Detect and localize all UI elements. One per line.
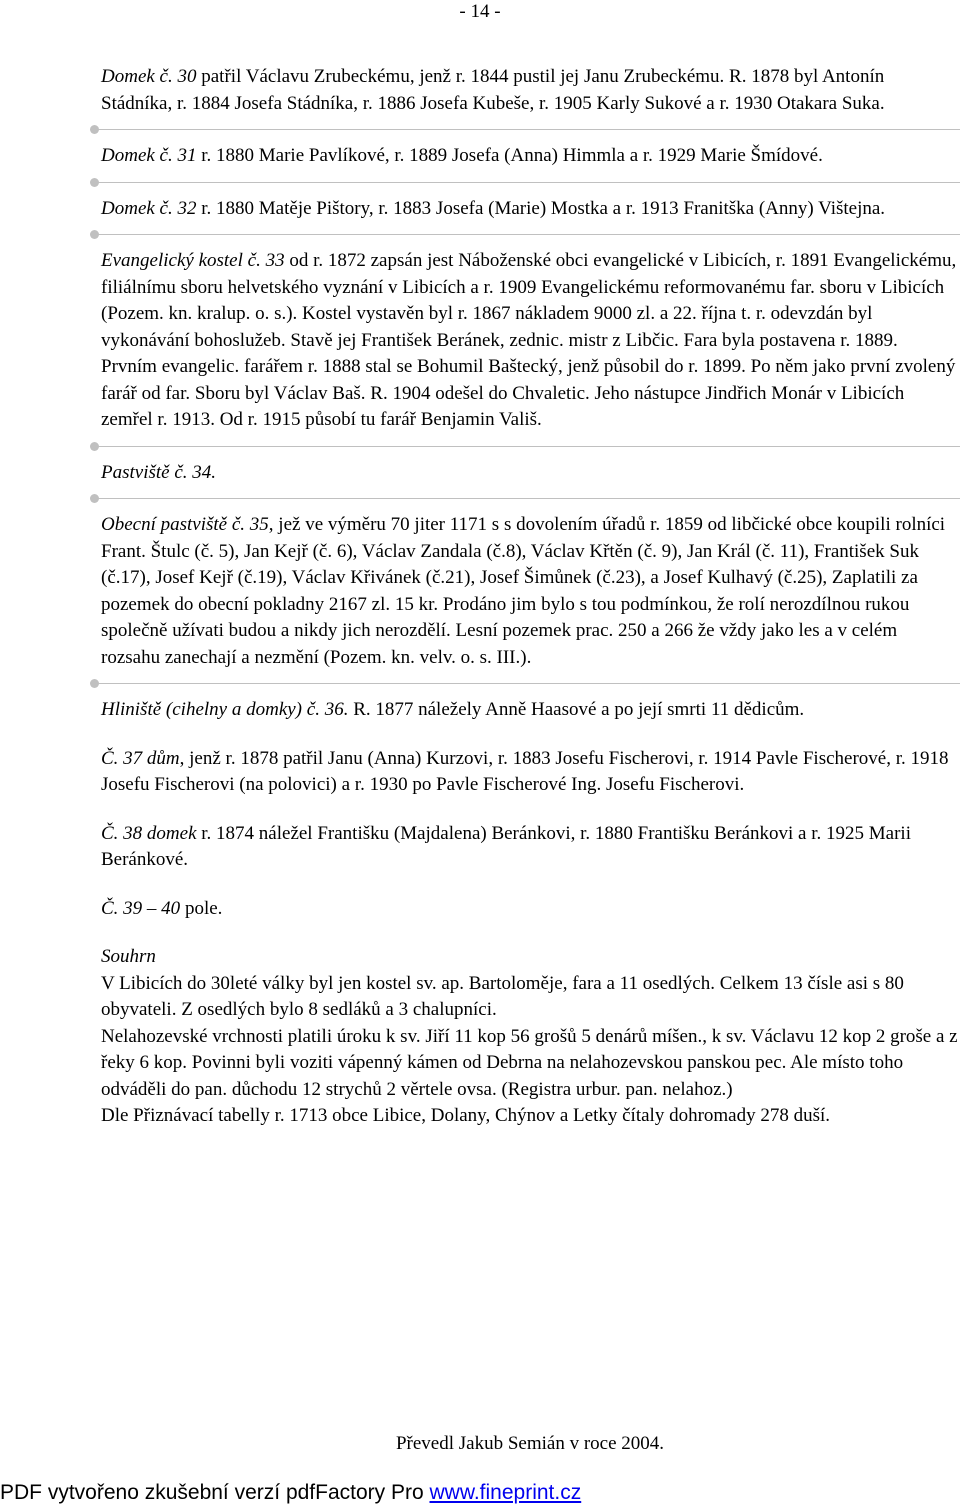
entry-domek-38: [101, 821, 958, 874]
summary-heading: Souhrn: [101, 946, 156, 967]
entry-label: Hliniště (cihelny a domky) č. 36.: [101, 699, 349, 720]
spacer: [101, 799, 958, 821]
entry-dum-37: [101, 746, 958, 799]
entry-text: r. 1880 Matěje Pištory, r. 1883 Josefa (Marie) Mostka a r. 1913 Franitška (Anny) Vištejna.: [196, 197, 886, 219]
summary-paragraph: Nelahozevské vrchnosti platili úroku k sv. Jiří 11 kop 56 grošů 5 denárů míšen., k sv. Václavu 12 kop 2 groše a z řeky 6 kop. Povinni byli voziti vápenný kámen od Debrna na nelahozevskou panskou pec. Ale místo toho odváděli do pan. důchodu 12 strychů 2 věrtele ovsa. (Registra urbur. pan. nelahoz.): [101, 1025, 958, 1100]
separator: [90, 486, 960, 512]
entry-evangelicky-kostel: [101, 248, 958, 434]
separator: [90, 222, 960, 248]
page-number: - 14 -: [459, 1, 501, 22]
entry-label: Evangelický kostel č. 33: [101, 250, 285, 271]
spacer: [101, 922, 958, 944]
translator-note: Převedl Jakub Semián v roce 2004.: [395, 1433, 665, 1454]
entry-label: Domek č. 32: [101, 197, 197, 219]
entry-domek-30: [101, 64, 958, 117]
entry-text: od r. 1872 zapsán jest Náboženské obci evangelické v Libicích, r. 1891 Evangelickému, filiálnímu sboru helvetského vyznání v Libicích a r. 1909 Evangelickému reformovanému far. sboru v Libicích (Pozem. kn. kralup. o. s.). Kostel vystavěn byl r. 1867 nákladem 9000 zl. a 22. října t. r. odevzdán byl vykonávání bohoslužeb. Stavě jej František Beránek, zednic. mistr z Libčic. Fara byla postavena r. 1889. Prvním evangelic. farářem r. 1888 stal se Bohumil Baštecký, jenž působil do r. 1899. Po něm jako první zvolený farář od far. Sboru byl Václav Baš. R. 1904 odešel do Chvaletic. Jeho nástupce Jindřich Monár v Libicích zemřel r. 1913. Od r. 1915 působí tu farář Benjamin Vališ.: [101, 250, 957, 430]
separator: [90, 117, 960, 143]
footer-link[interactable]: www.fineprint.cz: [429, 1481, 582, 1504]
summary-paragraph: V Libicích do 30leté války byl jen kostel sv. ap. Bartoloměje, fara a 11 osedlých. Celkem 13 čísle asi s 80 obyvateli. Z osedlých bylo 8 sedláků a 3 chalupníci.: [101, 972, 904, 1020]
separator: [90, 671, 960, 697]
spacer: [101, 874, 958, 896]
summary-paragraph: Dle Přiznávací tabelly r. 1713 obce Libice, Dolany, Chýnov a Letky čítaly dohromady 278 duší.: [101, 1105, 831, 1126]
entry-label: Č. 39 – 40: [101, 897, 181, 919]
entry-pole-39-40: [101, 896, 958, 923]
entry-text: pole.: [180, 897, 223, 919]
entry-text: patřil Václavu Zrubeckému, jenž r. 1844 pustil jej Janu Zrubeckému. R. 1878 byl Antonín Stádníka, r. 1884 Josefa Stádníka, r. 1886 Josefa Kubeše, r. 1905 Karly Sukové a r. 1930 Otakara Suka.: [101, 66, 885, 114]
spacer: [101, 724, 958, 746]
entry-domek-31: [101, 143, 958, 170]
entry-text: r. 1874 náležel Františku (Majdalena) Beránkovi, r. 1880 Františku Beránkovi a r. 1925 Marii Beránkové.: [101, 822, 911, 870]
entry-pastviste-34: [101, 460, 958, 487]
pdf-footer: [0, 1479, 581, 1507]
entry-obecni-pastviste-35: [101, 512, 958, 671]
separator: [90, 434, 960, 460]
separator: [90, 170, 960, 196]
entry-label: Č. 37 dům: [101, 747, 180, 769]
entry-label: Domek č. 30: [101, 66, 197, 87]
entry-text: , jenž r. 1878 patřil Janu (Anna) Kurzovi, r. 1883 Josefu Fischerovi, r. 1914 Pavle Fischerové, r. 1918 Josefu Fischerovi (na polovici) a r. 1930 po Pavle Fischerové Ing. Josefu Fischerovi.: [101, 747, 949, 795]
entry-label: Č. 38 domek: [101, 822, 197, 844]
entry-hliniste-36: [101, 697, 958, 724]
entry-label: Obecní pastviště č. 35: [101, 514, 269, 535]
entry-label: Pastviště č. 34.: [101, 461, 217, 483]
entry-text: r. 1880 Marie Pavlíkové, r. 1889 Josefa (Anna) Himmla a r. 1929 Marie Šmídové.: [196, 145, 823, 166]
entry-domek-32: [101, 196, 958, 223]
entry-text: R. 1877 náležely Anně Haasové a po její smrti 11 dědicům.: [348, 699, 805, 720]
entry-label: Domek č. 31: [101, 145, 197, 166]
footer-text: PDF vytvořeno zkušební verzí pdfFactory Pro: [0, 1481, 430, 1504]
entry-text: , jež ve výměru 70 jiter 1171 s s dovolením úřadů r. 1859 od libčické obce koupili rolníci Frant. Štulc (č. 5), Jan Kejř (č. 6), Václav Zandala (č.8), Václav Křtěn (č. 9), Jan Král (č. 11), František Suk (č.17), Josef Kejř (č.19), Václav Křivánek (č.21), Josef Šimůnek (č.23), a Josef Kulhavý (č.25), Zaplatili za pozemek do obecní pokladny 2167 zl. 15 kr. Prodáno jim bylo s tou podmínkou, že rolí nerozdílnou rukou společně užívati budou a nikdy jich nerozdělí. Lesní pozemek prac. 250 a 266 že vždy jako les a v celém rozsahu zanechají a nezmění (Pozem. kn. velv. o. s. III.).: [101, 514, 946, 668]
document-body: [101, 64, 958, 1130]
